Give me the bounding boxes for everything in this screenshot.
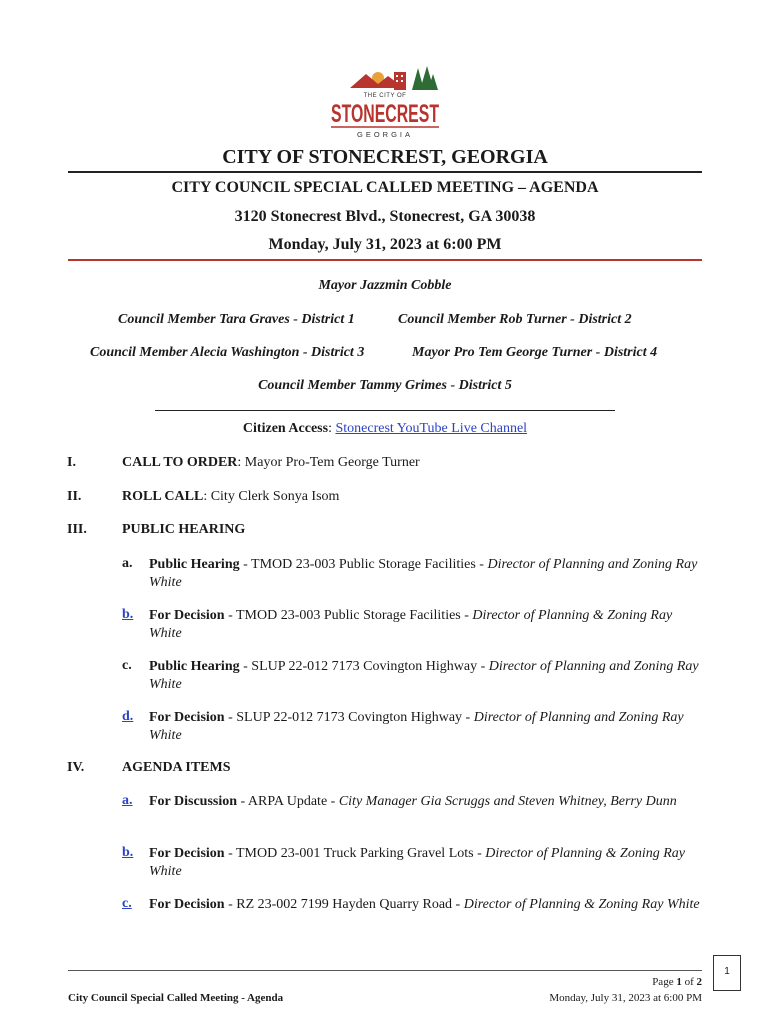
council-district-3: Council Member Alecia Washington - District 3: [90, 345, 365, 360]
citizen-access: [0, 421, 770, 437]
agenda-item: For Decision - SLUP 22-012 7173 Covington Highway - Director of Planning and Zoning Ray White: [149, 710, 684, 743]
item-letter: a.: [122, 556, 133, 571]
council-district-4: Mayor Pro Tem George Turner - District 4: [412, 345, 658, 360]
section-number: IV.: [67, 760, 85, 775]
agenda-item: For Decision - RZ 23-002 7199 Hayden Quarry Road - Director of Planning & Zoning Ray White: [149, 897, 700, 912]
agenda-item: Public Hearing - SLUP 22-012 7173 Covington Highway - Director of Planning and Zoning Ray White: [149, 659, 699, 692]
section-agenda-items: AGENDA ITEMS: [122, 760, 231, 775]
item-letter-link[interactable]: a.: [122, 793, 133, 808]
header-divider: [68, 171, 702, 173]
section-number: III.: [67, 522, 87, 537]
page-title: CITY OF STONECREST, GEORGIA: [222, 146, 548, 168]
citizen-access-label: Citizen Access: [242, 421, 329, 436]
agenda-item: Public Hearing - TMOD 23-003 Public Storage Facilities - Director of Planning and Zoning Ray White: [149, 557, 698, 590]
agenda-item: For Decision - TMOD 23-001 Truck Parking Gravel Lots - Director of Planning & Zoning Ray White: [149, 846, 685, 879]
section-public-hearing: PUBLIC HEARING: [122, 522, 246, 537]
item-letter-link[interactable]: b.: [122, 845, 134, 860]
section-number: II.: [67, 489, 82, 504]
stonecrest-logo: [328, 64, 442, 142]
officials-underline: [155, 410, 615, 411]
council-district-2: Council Member Rob Turner - District 2: [398, 312, 632, 327]
meeting-title: CITY COUNCIL SPECIAL CALLED MEETING – AGENDA: [171, 179, 599, 196]
section-roll-call: ROLL CALL: City Clerk Sonya Isom: [122, 489, 340, 504]
page-indicator: Page 1 of 2: [652, 976, 702, 988]
logo-state: GEORGIA: [356, 130, 414, 139]
council-district-1: Council Member Tara Graves - District 1: [118, 312, 355, 327]
footer-divider: [68, 970, 702, 971]
agenda-item: For Discussion - ARPA Update - City Manager Gia Scruggs and Steven Whitney, Berry Dunn: [149, 794, 677, 809]
logo-top-text: THE CITY OF: [363, 93, 407, 99]
item-letter-link[interactable]: c.: [122, 896, 132, 911]
meeting-address: 3120 Stonecrest Blvd., Stonecrest, GA 30038: [234, 208, 536, 225]
mayor-line: Mayor Jazzmin Cobble: [318, 278, 452, 293]
item-letter-link[interactable]: b.: [122, 607, 134, 622]
citizen-access-sep: :: [328, 421, 336, 436]
agenda-item: For Decision - TMOD 23-003 Public Storage Facilities - Director of Planning & Zoning Ray White: [149, 608, 673, 641]
youtube-live-link[interactable]: Stonecrest YouTube Live Channel: [335, 421, 528, 436]
item-letter: c.: [122, 658, 132, 673]
header-divider-red: [68, 259, 702, 261]
section-call-to-order: CALL TO ORDER: Mayor Pro-Tem George Turner: [122, 455, 420, 470]
council-district-5: Council Member Tammy Grimes - District 5: [258, 378, 512, 393]
section-number: I.: [67, 455, 76, 470]
footer-date: Monday, July 31, 2023 at 6:00 PM: [549, 992, 702, 1004]
page-number-badge: 1: [713, 955, 741, 991]
item-letter-link[interactable]: d.: [122, 709, 134, 724]
footer-title: City Council Special Called Meeting - Agenda: [68, 992, 284, 1004]
logo-name: STONECREST: [331, 100, 439, 128]
meeting-date: Monday, July 31, 2023 at 6:00 PM: [268, 236, 502, 253]
